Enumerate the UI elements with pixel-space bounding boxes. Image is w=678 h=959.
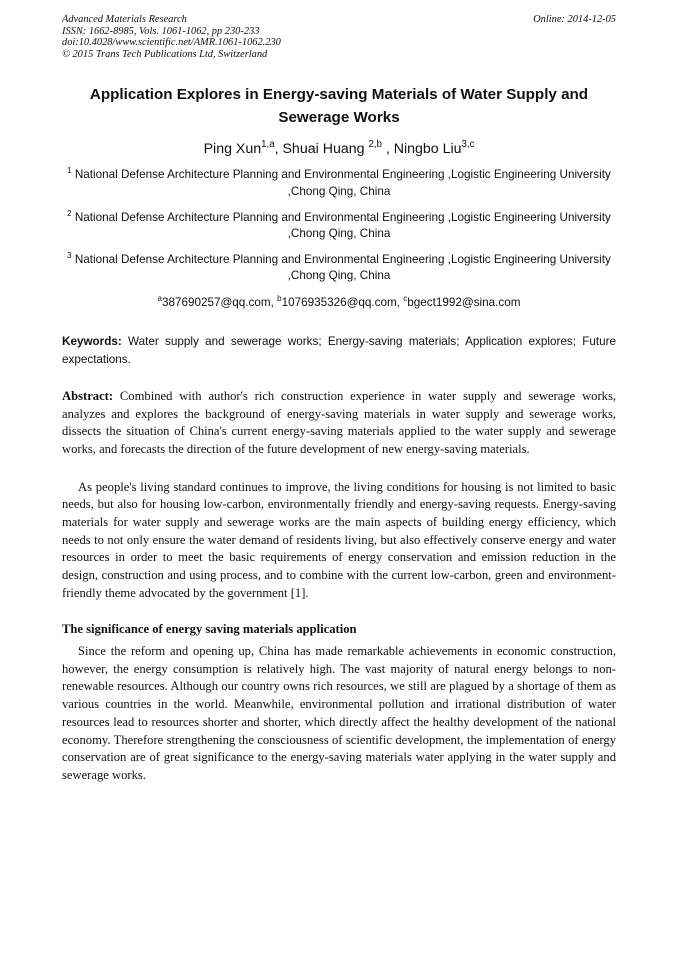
email-address[interactable]: bgect1992@sina.com — [407, 295, 521, 309]
affiliation — [62, 252, 616, 285]
section-paragraph: Since the reform and opening up, China has made remarkable achievements in economic construction, however, the energy consumption is relatively high. The vast majority of natural energy belongs to non-renewable resources. Although our country owns rich resources, we still are plagued by a shortage of them as various countries in the world. Meanwhile, environmental pollution and irrational distribution of water resources lead to resources shorter and shorter, which directly affect the healthy development of the national economy. Therefore strengthening the consciousness of scientific development, the implementation of energy conservation are of great significance to the energy-saving materials water applying in the water supply and sewerage works. — [62, 644, 616, 782]
journal-header — [62, 14, 616, 60]
copyright-line: © 2015 Trans Tech Publications Ltd, Switzerland — [62, 48, 268, 60]
affiliation — [62, 210, 616, 243]
affiliation-number: 2 — [67, 208, 72, 218]
affiliation-text: National Defense Architecture Planning and Environmental Engineering ,Logistic Engineering University ,Chong Qing, China — [74, 252, 611, 283]
online-date: Online: 2014-12-05 — [533, 14, 616, 25]
keywords-text: Water supply and sewerage works; Energy-saving materials; Application explores; Future expectations. — [62, 334, 617, 366]
email-list: $^a$387690257@qq.com, $^b$1076935326@qq.com, $^c$bgect1992@sina.com — [157, 294, 521, 309]
author-name: Ping Xun — [203, 141, 262, 158]
paper-title: Application Explores in Energy-saving Materials of Water Supply and Sewerage Works — [89, 86, 589, 127]
journal-name: Advanced Materials Research — [62, 14, 187, 25]
abstract — [62, 388, 616, 458]
paper-page — [62, 14, 616, 785]
section-heading: The significance of energy saving materials application — [62, 622, 357, 637]
author-affiliation-mark: 1,a — [261, 139, 275, 151]
author-name: Ningbo Liu — [393, 141, 462, 158]
email-mark: b — [277, 294, 282, 304]
email-address[interactable]: 1076935326@qq.com — [281, 295, 397, 309]
abstract-label: Abstract: — [62, 389, 114, 404]
affiliation-number: 3 — [67, 250, 72, 260]
keywords-label: Keywords: — [62, 334, 122, 348]
author-affiliation-mark: 2,b — [368, 139, 382, 151]
affiliation — [62, 167, 616, 200]
doi-line: doi:10.4028/www.scientific.net/AMR.1061-1062.230 — [62, 37, 281, 49]
issn-line: ISSN: 1662-8985, Vols. 1061-1062, pp 230-233 — [62, 25, 260, 37]
author-list: Ping Xun$^{1,a}$, Shuai Huang $^{2,b}$ , Ningbo Liu$^{3,c}$ — [203, 139, 475, 158]
intro-paragraph: As people's living standard continues to improve, the living conditions for housing is not limited to basic needs, but also for housing low-carbon, environmentally friendly and energy-saving requests. Energy-saving materials for water supply and sewerage works are the main aspects of building energy efficiency, which needs to not only ensure the water demand of residents living, but also effectively conserve energy and water resources in order to meet the basic requirements of energy conservation and emission reduction in the design, construction and using process, and to combine with the current low-carbon, green and environment-friendly theme advocated by the government [1]. — [62, 479, 616, 600]
keywords — [62, 333, 616, 368]
author-name: Shuai Huang — [282, 141, 369, 158]
author-affiliation-mark: 3,c — [461, 139, 475, 151]
email-mark: c — [403, 294, 408, 304]
email-mark: a — [157, 294, 162, 304]
affiliation-number: 1 — [67, 166, 72, 176]
email-address[interactable]: 387690257@qq.com — [161, 295, 271, 309]
affiliation-text: National Defense Architecture Planning and Environmental Engineering ,Logistic Engineering University ,Chong Qing, China — [74, 210, 611, 241]
affiliation-text: National Defense Architecture Planning and Environmental Engineering ,Logistic Engineering University ,Chong Qing, China — [74, 168, 611, 198]
abstract-text: Combined with author's rich construction experience in water supply and sewerage works, analyzes and explores the background of energy-saving materials in water supply and sewerage works, dissects the situation of China's current energy-saving materials applied to the water supply and sewerage works, and forecasts the direction of the future development of new energy-saving materials. — [62, 389, 616, 456]
